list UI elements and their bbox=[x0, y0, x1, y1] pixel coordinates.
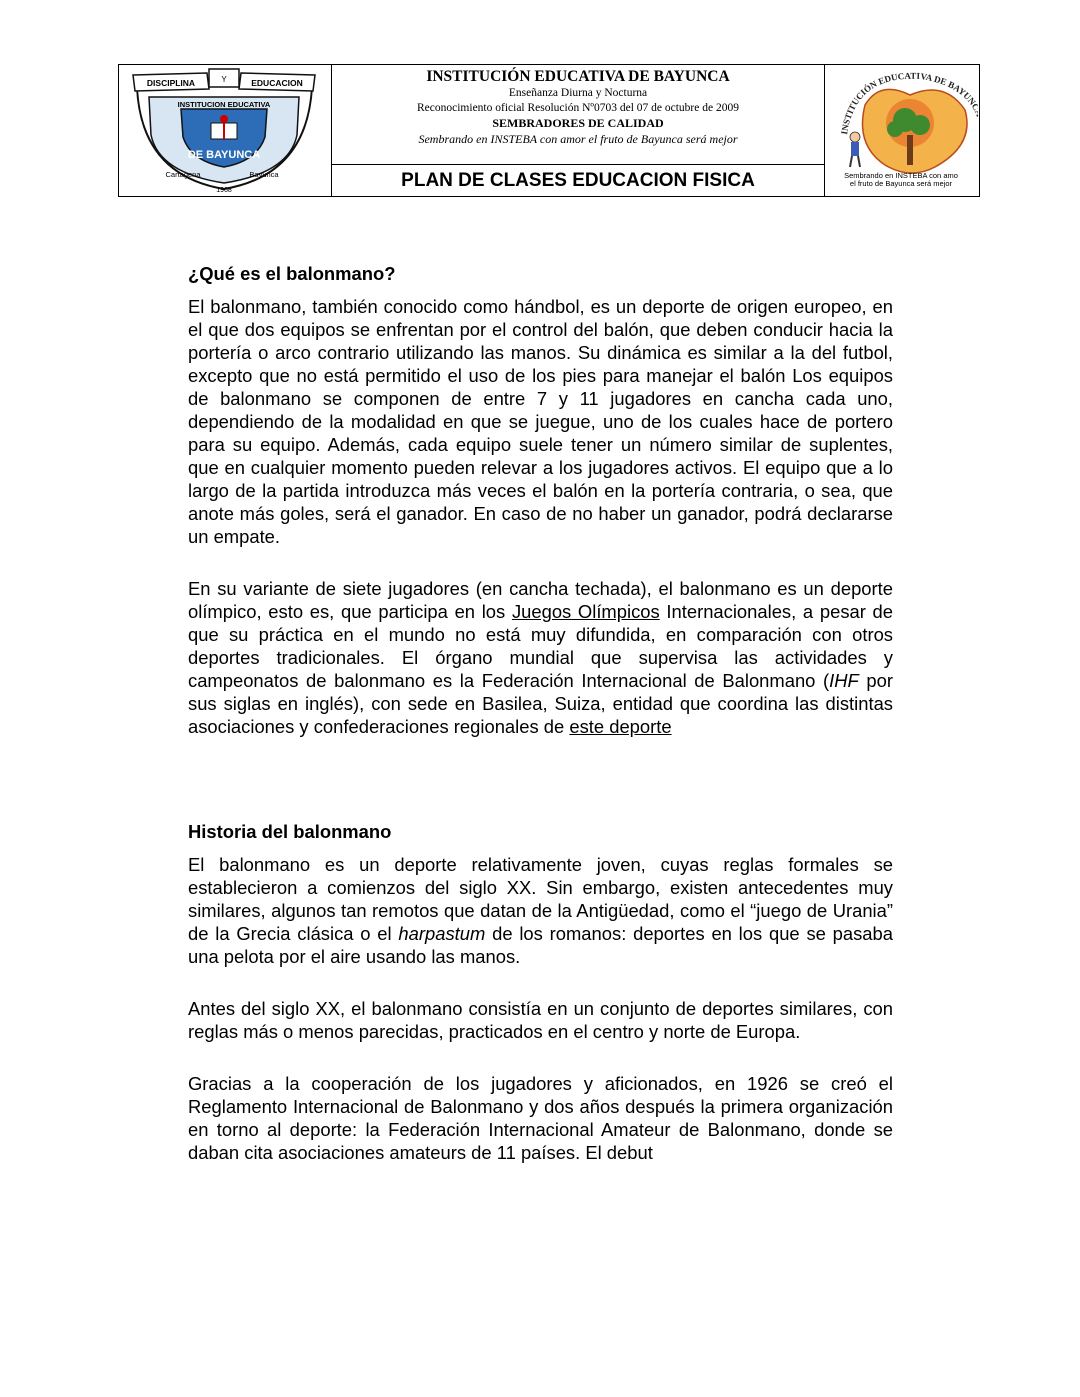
insteba-caption-2: el fruto de Bayunca será mejor bbox=[849, 179, 953, 188]
section-heading-que-es: ¿Qué es el balonmano? bbox=[188, 263, 396, 284]
schedule-line: Enseñanza Diurna y Nocturna bbox=[508, 87, 648, 99]
resolution-line: Reconocimiento oficial Resolución Nº0703 del 07 de octubre de 2009 bbox=[417, 102, 739, 114]
crest-arc-top: INSTITUCION EDUCATIVA bbox=[177, 100, 271, 109]
crest-town: Bayunca bbox=[249, 170, 279, 179]
paragraph-history-part-a: El balonmano es un deporte relativamente joven, cuyas reglas formales se establecieron a comienzos del siglo XX. Sin embargo, existen antecedentes muy similares, algunos tan remotos que datan de la Antigüedad, como el “juego de Urania” de la Grecia clásica o el bbox=[188, 854, 893, 944]
crest-banner-left: DISCIPLINA bbox=[146, 78, 196, 88]
paragraph-olympic bbox=[188, 577, 893, 738]
motto-line: Sembrando en INSTEBA con amor el fruto de Bayunca será mejor bbox=[418, 132, 738, 146]
institution-name: INSTITUCIÓN EDUCATIVA DE BAYUNCA bbox=[426, 68, 730, 85]
harpastum-term: harpastum bbox=[398, 923, 486, 944]
paragraph-before-xx: Antes del siglo XX, el balonmano consistía en un conjunto de deportes similares, con reglas más o menos parecidas, practicados en el centro y norte de Europa. bbox=[188, 998, 893, 1042]
paragraph-olympic-part-b: Internacionales, a pesar de que su práctica en el mundo no está muy difundida, en comparación con otros deportes tradicionales. El órgano mundial que supervisa las actividades y campeonatos de balonmano es la Federación Internacional de Balonmano ( bbox=[188, 601, 894, 691]
document-body bbox=[188, 262, 893, 1164]
link-este-deporte[interactable]: este deporte bbox=[569, 716, 672, 737]
motto-title: SEMBRADORES DE CALIDAD bbox=[492, 116, 664, 130]
insteba-tree-icon bbox=[825, 65, 978, 195]
section-heading-historia: Historia del balonmano bbox=[188, 821, 392, 842]
crest-banner-right: EDUCACION bbox=[251, 78, 303, 88]
paragraph-cooperation: Gracias a la cooperación de los jugadores y aficionados, en 1926 se creó el Reglamento Internacional de Balonmano y dos años después la primera organización en torno al deporte: la Federación Internacional Amateur de Balonmano, donde se daban cita asociaciones amateurs de 11 países. El debut bbox=[188, 1073, 893, 1163]
school-crest-icon bbox=[119, 65, 330, 195]
paragraph-definition: El balonmano, también conocido como hándbol, es un deporte de origen europeo, en el que dos equipos se enfrentan por el control del balón, que deben conducir hacia la portería o arco contrario utilizando las manos. Su dinámica es similar a la del futbol, excepto que no está permitido el uso de los pies para manejar el balón Los equipos de balonmano se componen de entre 7 y 11 jugadores en cancha cada uno, dependiendo de la modalidad en que se juegue, uno de los cuales hace de portero para su equipo. Además, cada equipo suele tener un número similar de suplentes, que en cualquier momento pueden relevar a los jugadores activos. El equipo que a lo largo de la partida introduzca más veces el balón en la portería contraria, o sea, que anote más goles, será el ganador. En caso de no haber un ganador, podrá declararse un empate. bbox=[188, 296, 893, 547]
crest-arc-bottom: DE BAYUNCA bbox=[187, 149, 261, 161]
header-institution-block bbox=[332, 65, 824, 165]
crest-city: Cartagena bbox=[165, 170, 201, 179]
link-juegos-olimpicos[interactable]: Juegos Olímpicos bbox=[511, 601, 660, 622]
crest-banner-mid: Y bbox=[221, 75, 227, 84]
document-header bbox=[118, 64, 980, 197]
insteba-caption-1: Sembrando en INSTEBA con amo bbox=[844, 171, 958, 180]
paragraph-history-part-b: de los romanos: deportes en los que se pasaba una pelota por el aire usando las manos. bbox=[188, 923, 893, 967]
insteba-logo bbox=[824, 65, 979, 196]
insteba-arc-text: INSTITUCIÓN EDUCATIVA DE BAYUN bbox=[839, 70, 978, 136]
paragraph-olympic-part-c: por sus siglas en inglés), con sede en Basilea, Suiza, entidad que coordina las distintas asociaciones y confederaciones regionales de bbox=[188, 670, 893, 737]
school-crest-logo bbox=[119, 65, 332, 196]
paragraph-olympic-part-a: En su variante de siete jugadores (en cancha techada), el balonmano es un deporte olímpico, esto es, que participa en los bbox=[188, 578, 893, 622]
ihf-abbreviation: IHF bbox=[829, 670, 859, 691]
plan-title: PLAN DE CLASES EDUCACION FISICA bbox=[401, 169, 755, 191]
crest-year: 1968 bbox=[216, 187, 232, 194]
paragraph-history-origins bbox=[188, 853, 893, 968]
